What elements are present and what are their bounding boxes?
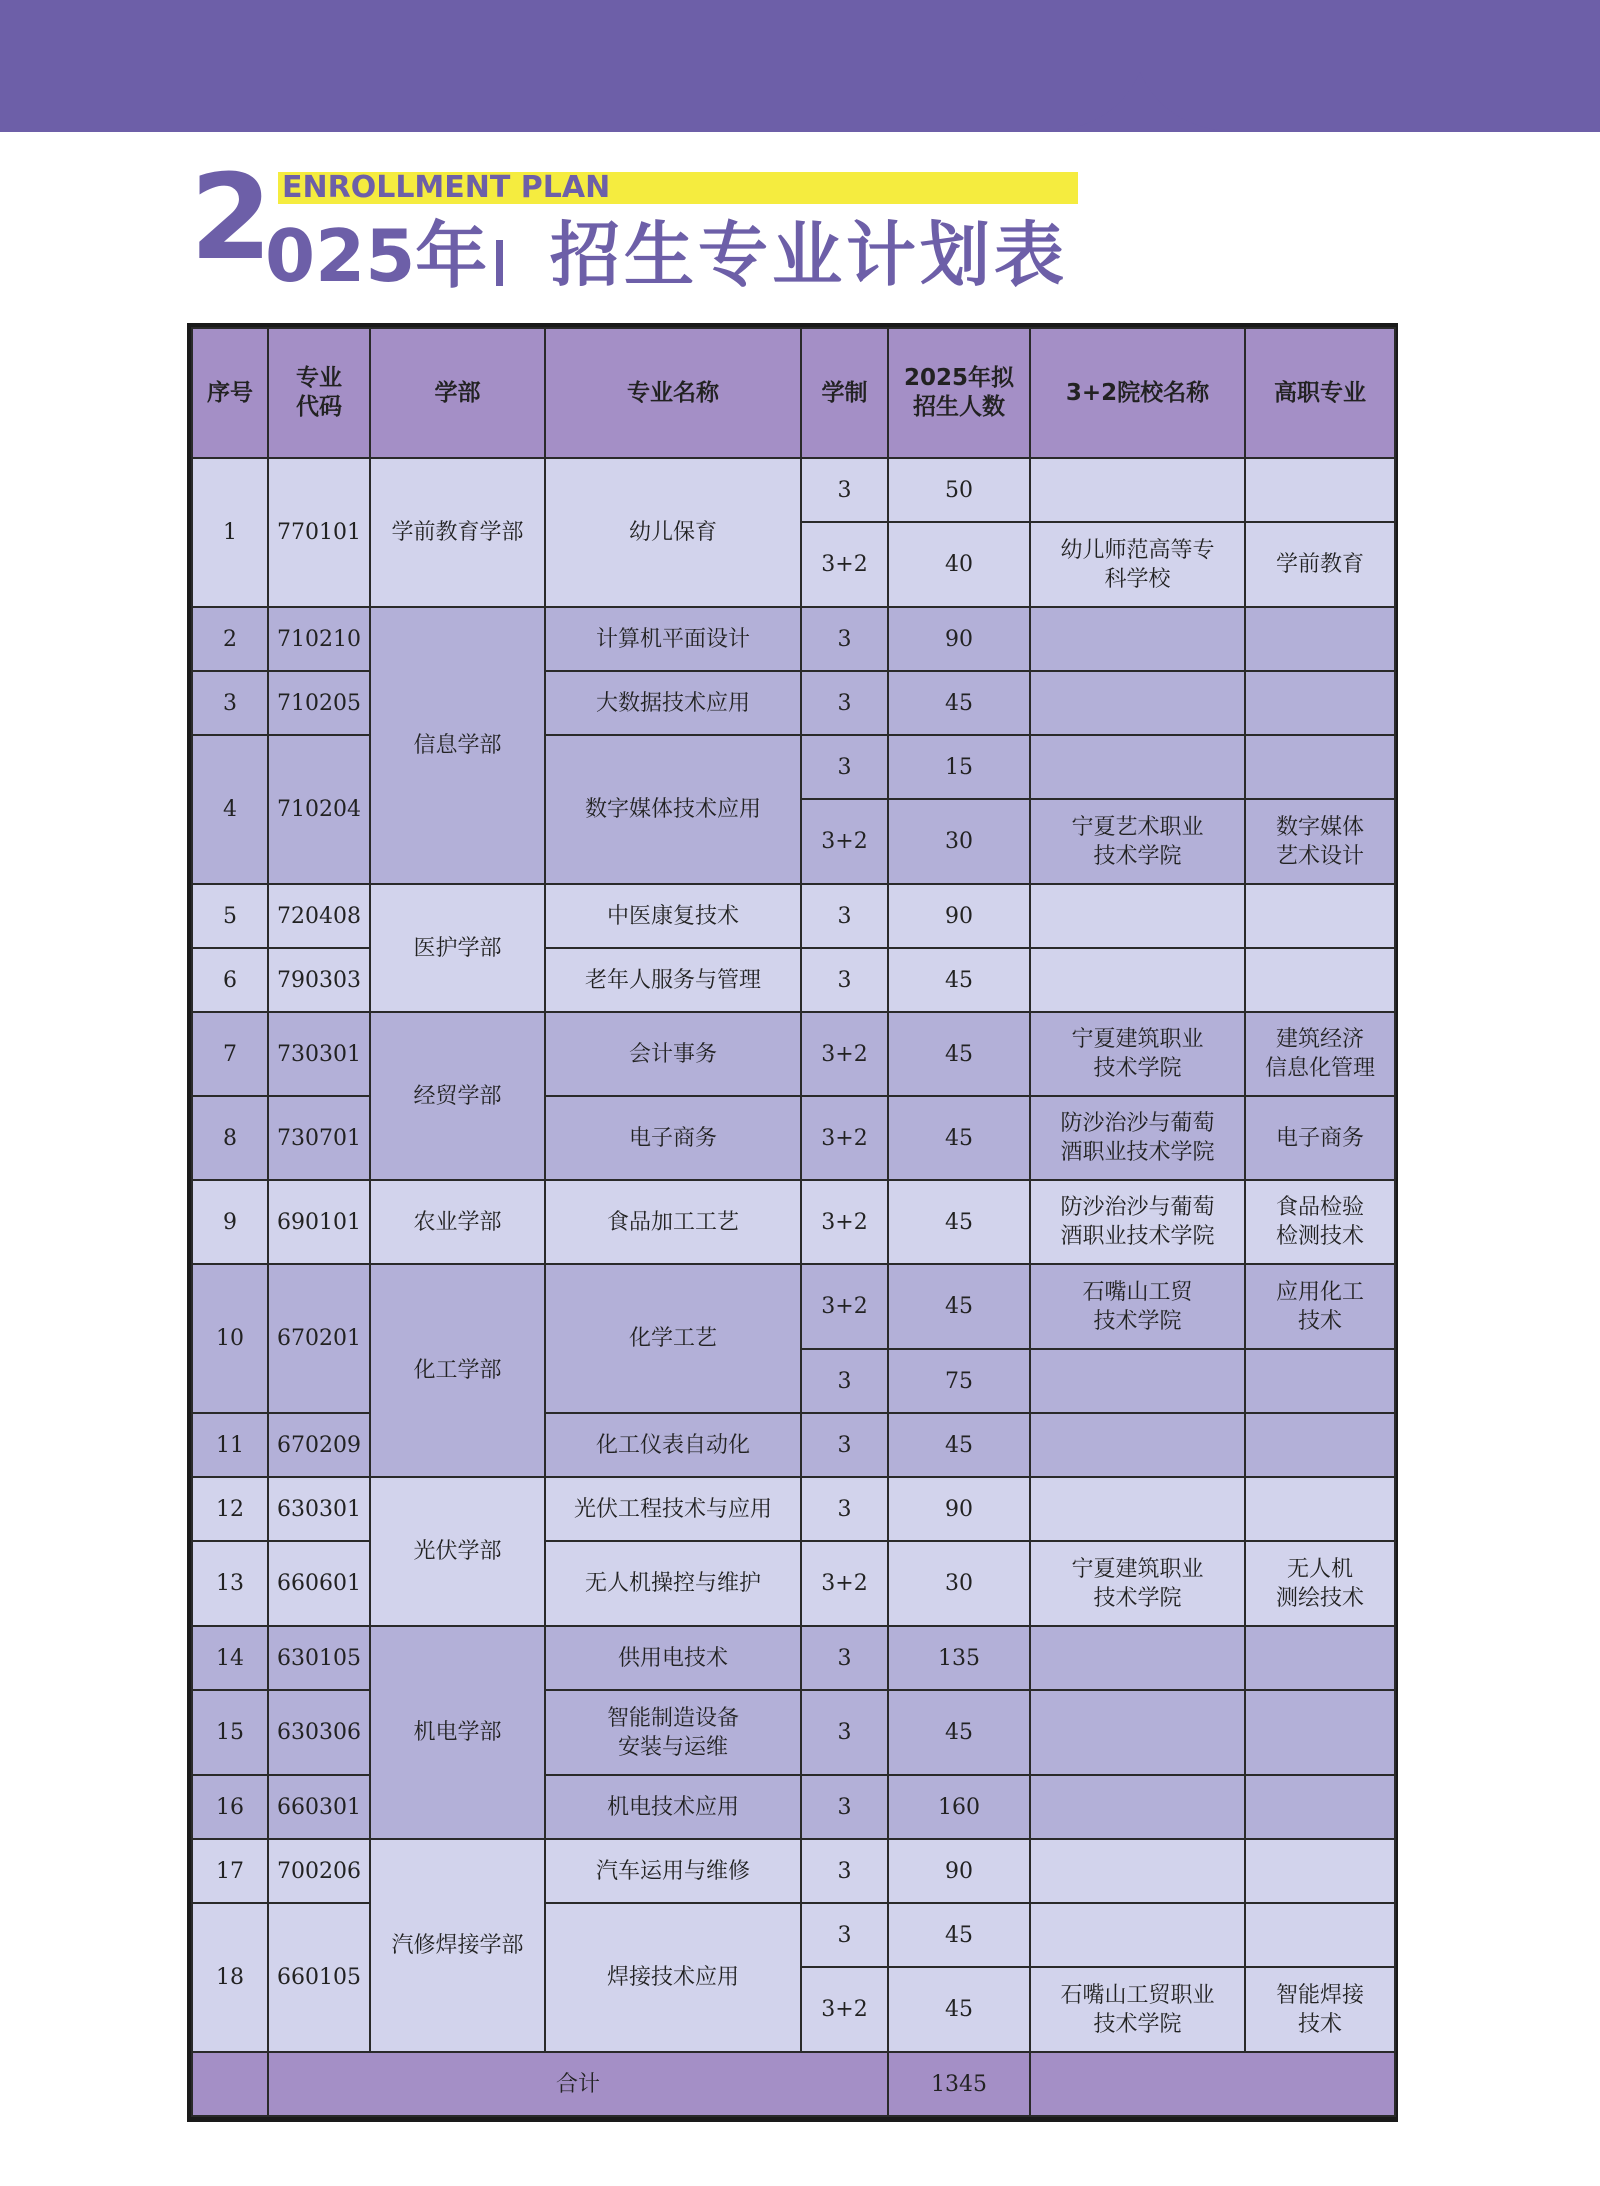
cell-code: 790303 — [268, 948, 370, 1012]
col-seq: 序号 — [192, 328, 268, 458]
cell-seq: 11 — [192, 1413, 268, 1477]
cell-school — [1030, 948, 1245, 1012]
cell-school — [1030, 1775, 1245, 1839]
cell-dept: 机电学部 — [370, 1626, 545, 1839]
cell-major: 老年人服务与管理 — [545, 948, 801, 1012]
cell-code: 710204 — [268, 735, 370, 884]
subtitle: ENROLLMENT PLAN — [282, 170, 611, 205]
table-header-row — [192, 328, 1395, 458]
cell-major: 电子商务 — [545, 1096, 801, 1180]
cell-quota: 45 — [888, 1012, 1030, 1096]
cell-length: 3 — [801, 671, 888, 735]
year-big-digit: 2 — [190, 148, 273, 286]
cell-quota: 40 — [888, 522, 1030, 607]
cell-code: 630306 — [268, 1690, 370, 1775]
total-value: 1345 — [888, 2052, 1030, 2116]
cell-seq: 3 — [192, 671, 268, 735]
cell-quota: 90 — [888, 1839, 1030, 1903]
cell-higher: 建筑经济 信息化管理 — [1245, 1012, 1395, 1096]
enrollment-table — [191, 327, 1396, 2117]
cell-higher: 智能焊接 技术 — [1245, 1967, 1395, 2052]
cell-total-blank — [192, 2052, 268, 2116]
cell-code: 660105 — [268, 1903, 370, 2052]
cell-quota: 90 — [888, 1477, 1030, 1541]
cell-length: 3+2 — [801, 1012, 888, 1096]
cell-quota: 90 — [888, 884, 1030, 948]
cell-major: 机电技术应用 — [545, 1775, 801, 1839]
cell-length: 3+2 — [801, 1096, 888, 1180]
cell-higher — [1245, 1839, 1395, 1903]
cell-quota: 45 — [888, 1903, 1030, 1967]
cell-code: 720408 — [268, 884, 370, 948]
cell-school — [1030, 607, 1245, 671]
cell-quota: 135 — [888, 1626, 1030, 1690]
cell-length: 3 — [801, 1477, 888, 1541]
cell-dept: 汽修焊接学部 — [370, 1839, 545, 2052]
cell-length: 3 — [801, 1775, 888, 1839]
cell-higher — [1245, 948, 1395, 1012]
cell-quota: 45 — [888, 1096, 1030, 1180]
cell-seq: 16 — [192, 1775, 268, 1839]
table-row — [192, 607, 1395, 671]
total-label: 合计 — [268, 2052, 888, 2116]
cell-school: 石嘴山工贸职业 技术学院 — [1030, 1967, 1245, 2052]
cell-major: 光伏工程技术与应用 — [545, 1477, 801, 1541]
cell-higher — [1245, 735, 1395, 799]
enrollment-table-frame — [187, 323, 1398, 2122]
cell-major: 智能制造设备 安装与运维 — [545, 1690, 801, 1775]
year-text: 025年 — [265, 214, 488, 298]
cell-total-blank-right — [1030, 2052, 1395, 2116]
cell-school: 宁夏艺术职业 技术学院 — [1030, 799, 1245, 884]
cell-code: 670201 — [268, 1264, 370, 1413]
cell-code: 710210 — [268, 607, 370, 671]
table-row — [192, 1264, 1395, 1349]
cell-major: 化学工艺 — [545, 1264, 801, 1413]
cell-quota: 45 — [888, 1180, 1030, 1264]
cell-higher — [1245, 1477, 1395, 1541]
cell-quota: 45 — [888, 671, 1030, 735]
cell-code: 730701 — [268, 1096, 370, 1180]
cell-school: 防沙治沙与葡萄 酒职业技术学院 — [1030, 1180, 1245, 1264]
total-row — [192, 2052, 1395, 2116]
cell-length: 3+2 — [801, 1541, 888, 1626]
table-row — [192, 1180, 1395, 1264]
cell-dept: 农业学部 — [370, 1180, 545, 1264]
cell-major: 会计事务 — [545, 1012, 801, 1096]
cell-code: 660601 — [268, 1541, 370, 1626]
cell-school — [1030, 1839, 1245, 1903]
cell-code: 730301 — [268, 1012, 370, 1096]
cell-school: 宁夏建筑职业 技术学院 — [1030, 1541, 1245, 1626]
cell-higher: 应用化工 技术 — [1245, 1264, 1395, 1349]
cell-length: 3 — [801, 1690, 888, 1775]
cell-higher — [1245, 884, 1395, 948]
cell-code: 690101 — [268, 1180, 370, 1264]
cell-seq: 15 — [192, 1690, 268, 1775]
cell-school — [1030, 671, 1245, 735]
cell-length: 3 — [801, 607, 888, 671]
cell-length: 3 — [801, 1413, 888, 1477]
cell-dept: 光伏学部 — [370, 1477, 545, 1626]
cell-seq: 12 — [192, 1477, 268, 1541]
cell-length: 3 — [801, 1349, 888, 1413]
top-banner-curve — [0, 0, 1600, 160]
cell-major: 大数据技术应用 — [545, 671, 801, 735]
col-major: 专业名称 — [545, 328, 801, 458]
cell-school — [1030, 1349, 1245, 1413]
cell-length: 3 — [801, 458, 888, 522]
cell-higher — [1245, 1413, 1395, 1477]
cell-quota: 45 — [888, 1264, 1030, 1349]
cell-length: 3 — [801, 1626, 888, 1690]
cell-dept: 经贸学部 — [370, 1012, 545, 1180]
cell-code: 700206 — [268, 1839, 370, 1903]
page-header — [190, 148, 1090, 300]
cell-school — [1030, 1477, 1245, 1541]
cell-code: 710205 — [268, 671, 370, 735]
col-length: 学制 — [801, 328, 888, 458]
cell-school — [1030, 1626, 1245, 1690]
title-divider — [496, 240, 503, 286]
cell-quota: 50 — [888, 458, 1030, 522]
cell-major: 焊接技术应用 — [545, 1903, 801, 2052]
cell-seq: 1 — [192, 458, 268, 607]
cell-length: 3 — [801, 1839, 888, 1903]
table-row — [192, 1012, 1395, 1096]
cell-length: 3 — [801, 1903, 888, 1967]
cell-higher: 学前教育 — [1245, 522, 1395, 607]
cell-higher: 电子商务 — [1245, 1096, 1395, 1180]
cell-seq: 13 — [192, 1541, 268, 1626]
col-higher: 高职专业 — [1245, 328, 1395, 458]
cell-school: 石嘴山工贸 技术学院 — [1030, 1264, 1245, 1349]
cell-quota: 75 — [888, 1349, 1030, 1413]
cell-code: 630301 — [268, 1477, 370, 1541]
cell-school — [1030, 884, 1245, 948]
cell-seq: 4 — [192, 735, 268, 884]
cell-code: 630105 — [268, 1626, 370, 1690]
table-row — [192, 884, 1395, 948]
cell-length: 3+2 — [801, 799, 888, 884]
cell-length: 3+2 — [801, 1967, 888, 2052]
cell-quota: 45 — [888, 1967, 1030, 2052]
cell-length: 3 — [801, 884, 888, 948]
col-dept: 学部 — [370, 328, 545, 458]
table-row — [192, 458, 1395, 522]
cell-seq: 2 — [192, 607, 268, 671]
cell-major: 化工仪表自动化 — [545, 1413, 801, 1477]
cell-seq: 18 — [192, 1903, 268, 2052]
cell-quota: 45 — [888, 948, 1030, 1012]
cell-quota: 15 — [888, 735, 1030, 799]
cell-seq: 17 — [192, 1839, 268, 1903]
cell-higher — [1245, 458, 1395, 522]
cell-seq: 8 — [192, 1096, 268, 1180]
cell-higher: 食品检验 检测技术 — [1245, 1180, 1395, 1264]
cell-seq: 7 — [192, 1012, 268, 1096]
cell-length: 3+2 — [801, 522, 888, 607]
col-code: 专业 代码 — [268, 328, 370, 458]
cell-major: 汽车运用与维修 — [545, 1839, 801, 1903]
cell-dept: 信息学部 — [370, 607, 545, 884]
cell-seq: 9 — [192, 1180, 268, 1264]
cell-quota: 30 — [888, 1541, 1030, 1626]
cell-school — [1030, 458, 1245, 522]
cell-quota: 45 — [888, 1413, 1030, 1477]
cell-major: 计算机平面设计 — [545, 607, 801, 671]
cell-quota: 160 — [888, 1775, 1030, 1839]
cell-higher: 无人机 测绘技术 — [1245, 1541, 1395, 1626]
cell-code: 770101 — [268, 458, 370, 607]
cell-dept: 医护学部 — [370, 884, 545, 1012]
cell-dept: 学前教育学部 — [370, 458, 545, 607]
cell-seq: 10 — [192, 1264, 268, 1413]
cell-higher — [1245, 1349, 1395, 1413]
cell-school: 宁夏建筑职业 技术学院 — [1030, 1012, 1245, 1096]
cell-code: 670209 — [268, 1413, 370, 1477]
cell-school — [1030, 1690, 1245, 1775]
cell-school: 幼儿师范高等专 科学校 — [1030, 522, 1245, 607]
cell-higher — [1245, 1690, 1395, 1775]
cell-quota: 90 — [888, 607, 1030, 671]
cell-higher: 数字媒体 艺术设计 — [1245, 799, 1395, 884]
cell-major: 数字媒体技术应用 — [545, 735, 801, 884]
cell-school — [1030, 735, 1245, 799]
cell-higher — [1245, 1626, 1395, 1690]
cell-seq: 5 — [192, 884, 268, 948]
cell-major: 食品加工工艺 — [545, 1180, 801, 1264]
cell-higher — [1245, 1903, 1395, 1967]
cell-quota: 30 — [888, 799, 1030, 884]
cell-school: 防沙治沙与葡萄 酒职业技术学院 — [1030, 1096, 1245, 1180]
col-school: 3+2院校名称 — [1030, 328, 1245, 458]
cell-major: 无人机操控与维护 — [545, 1541, 801, 1626]
cell-length: 3+2 — [801, 1264, 888, 1349]
table-row — [192, 1626, 1395, 1690]
cell-major: 幼儿保育 — [545, 458, 801, 607]
cell-length: 3+2 — [801, 1180, 888, 1264]
cell-quota: 45 — [888, 1690, 1030, 1775]
cell-dept: 化工学部 — [370, 1264, 545, 1477]
table-row — [192, 1477, 1395, 1541]
cell-code: 660301 — [268, 1775, 370, 1839]
cell-school — [1030, 1903, 1245, 1967]
cell-major: 供用电技术 — [545, 1626, 801, 1690]
cell-seq: 6 — [192, 948, 268, 1012]
cell-school — [1030, 1413, 1245, 1477]
cell-length: 3 — [801, 735, 888, 799]
cell-higher — [1245, 671, 1395, 735]
cell-major: 中医康复技术 — [545, 884, 801, 948]
cell-seq: 14 — [192, 1626, 268, 1690]
table-row — [192, 1839, 1395, 1903]
cell-length: 3 — [801, 948, 888, 1012]
col-quota: 2025年拟 招生人数 — [888, 328, 1030, 458]
page-title: 招生专业计划表 — [550, 214, 1068, 296]
cell-higher — [1245, 1775, 1395, 1839]
cell-higher — [1245, 607, 1395, 671]
